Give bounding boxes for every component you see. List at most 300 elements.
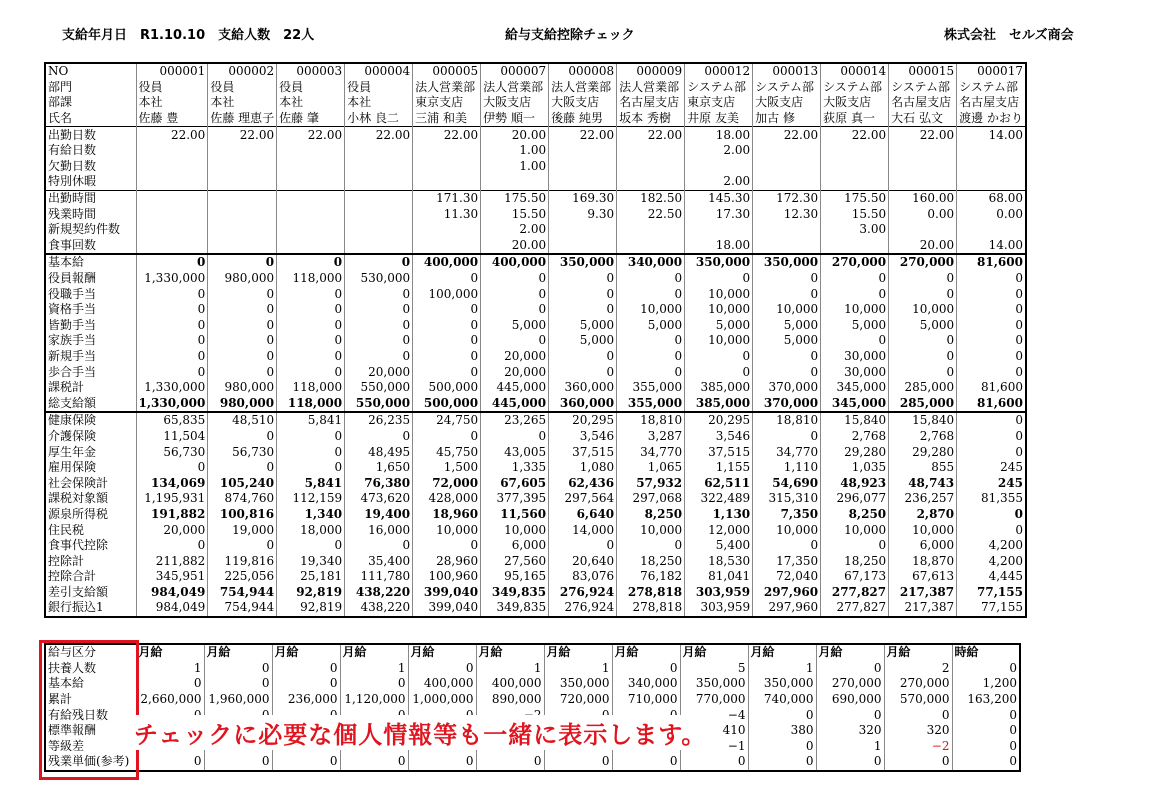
table-cell: 77,155 — [957, 585, 1026, 601]
table-cell: 22.00 — [345, 127, 413, 143]
table-cell: 270,000 — [884, 676, 952, 692]
table-row — [45, 538, 1026, 554]
table-cell: 277,827 — [821, 585, 889, 601]
table-cell: 112,159 — [277, 491, 345, 507]
table-cell: 4,445 — [957, 569, 1026, 585]
row-label: 標準報酬 — [45, 723, 136, 739]
table-cell: 0 — [957, 349, 1026, 365]
table-cell — [957, 143, 1026, 159]
table-cell: 54,690 — [753, 475, 821, 491]
table-cell — [549, 174, 617, 190]
table-cell: 佐藤 肇 — [277, 111, 345, 127]
table-cell: 佐藤 豊 — [136, 111, 208, 127]
table-cell: 17,350 — [753, 553, 821, 569]
table-cell: 18,960 — [413, 507, 481, 523]
table-cell: 245 — [957, 460, 1026, 476]
table-cell: 0 — [136, 364, 208, 380]
table-cell: 0 — [277, 349, 345, 365]
table-cell: 67,605 — [481, 475, 549, 491]
table-cell: 伊勢 順一 — [481, 111, 549, 127]
table-cell: 6,000 — [889, 538, 957, 554]
table-cell: 81,600 — [957, 395, 1026, 412]
table-cell: 坂本 秀樹 — [617, 111, 685, 127]
table-cell: 0 — [277, 254, 345, 271]
table-cell — [957, 174, 1026, 190]
table-row — [45, 507, 1026, 523]
table-cell: 20.00 — [481, 127, 549, 143]
table-cell: 0 — [345, 286, 413, 302]
table-cell: 1,650 — [345, 460, 413, 476]
table-cell: 000004 — [345, 63, 413, 80]
table-cell: 0 — [816, 754, 884, 771]
row-label: 特別休暇 — [45, 174, 136, 190]
table-cell: 370,000 — [753, 395, 821, 412]
table-cell: 0 — [957, 507, 1026, 523]
table-cell: 320 — [816, 723, 884, 739]
table-cell: 770,000 — [680, 692, 748, 708]
row-label: 源泉所得税 — [45, 507, 136, 523]
table-cell: 18.00 — [685, 127, 753, 143]
table-cell: 385,000 — [685, 380, 753, 396]
table-cell: 211,882 — [136, 553, 208, 569]
table-cell — [345, 190, 413, 206]
table-cell: 5,000 — [821, 318, 889, 334]
table-cell: 18,250 — [821, 553, 889, 569]
table-row — [45, 475, 1026, 491]
table-cell: 0 — [617, 271, 685, 287]
table-cell: 277,827 — [821, 600, 889, 617]
table-cell: 2,660,000 — [136, 692, 204, 708]
table-cell: 297,960 — [753, 585, 821, 601]
table-cell: システム部 — [957, 80, 1026, 96]
table-cell: 500,000 — [413, 395, 481, 412]
table-cell: 0 — [413, 429, 481, 445]
table-cell: 0 — [345, 318, 413, 334]
table-cell — [889, 222, 957, 238]
table-cell: 296,077 — [821, 491, 889, 507]
table-cell: 400,000 — [476, 676, 544, 692]
table-cell: 本社 — [136, 95, 208, 111]
row-label: 残業時間 — [45, 206, 136, 222]
table-cell: 171.30 — [413, 190, 481, 206]
table-cell: 月給 — [408, 644, 476, 661]
table-cell: 大阪支店 — [821, 95, 889, 111]
table-cell — [617, 222, 685, 238]
table-cell: 5,000 — [481, 318, 549, 334]
table-cell: 175.50 — [821, 190, 889, 206]
table-cell: 175.50 — [481, 190, 549, 206]
table-cell: 0 — [413, 538, 481, 554]
table-cell — [136, 222, 208, 238]
table-cell: −2 — [884, 739, 952, 755]
table-cell: 980,000 — [208, 380, 277, 396]
table-cell: 385,000 — [685, 395, 753, 412]
table-cell: 0 — [277, 364, 345, 380]
table-cell: 1,130 — [685, 507, 753, 523]
table-row — [45, 429, 1026, 445]
table-cell: 3,546 — [685, 429, 753, 445]
table-cell: 57,932 — [617, 475, 685, 491]
table-cell: 10,000 — [617, 302, 685, 318]
table-cell: 0 — [617, 349, 685, 365]
table-cell: 297,564 — [549, 491, 617, 507]
row-label: 給与区分 — [45, 644, 136, 661]
table-cell: 690,000 — [816, 692, 884, 708]
table-cell: 0 — [413, 302, 481, 318]
table-cell: 0 — [481, 286, 549, 302]
table-cell: 0 — [617, 538, 685, 554]
table-cell: 0 — [136, 460, 208, 476]
table-cell: 0 — [208, 302, 277, 318]
table-cell: 350,000 — [753, 254, 821, 271]
row-label: 住民税 — [45, 522, 136, 538]
table-cell: 22.00 — [549, 127, 617, 143]
table-cell: 役員 — [345, 80, 413, 96]
table-cell: 0 — [952, 661, 1020, 677]
table-cell: 18,870 — [889, 553, 957, 569]
table-row — [45, 159, 1026, 175]
table-cell: 980,000 — [208, 271, 277, 287]
table-cell — [753, 238, 821, 255]
table-row — [45, 302, 1026, 318]
row-label: 出勤時間 — [45, 190, 136, 206]
table-cell: 285,000 — [889, 380, 957, 396]
table-cell: 37,515 — [685, 444, 753, 460]
table-cell: 0 — [277, 538, 345, 554]
row-label: 社会保険計 — [45, 475, 136, 491]
table-cell: 22.50 — [617, 206, 685, 222]
table-cell: 6,640 — [549, 507, 617, 523]
table-cell — [413, 222, 481, 238]
table-cell: 245 — [957, 475, 1026, 491]
table-cell: 月給 — [680, 644, 748, 661]
table-cell — [617, 174, 685, 190]
table-cell: 76,380 — [345, 475, 413, 491]
table-cell: 118,000 — [277, 271, 345, 287]
table-cell: 0 — [408, 754, 476, 771]
table-cell: 1,340 — [277, 507, 345, 523]
table-cell: 10,000 — [413, 522, 481, 538]
table-cell: 佐藤 理恵子 — [208, 111, 277, 127]
table-cell: 25,181 — [277, 569, 345, 585]
table-cell: 550,000 — [345, 395, 413, 412]
table-cell: 月給 — [816, 644, 884, 661]
table-cell: 0 — [549, 538, 617, 554]
table-cell: 276,924 — [549, 585, 617, 601]
table-cell: 0 — [136, 333, 208, 349]
table-cell: 本社 — [345, 95, 413, 111]
table-cell: 0 — [277, 444, 345, 460]
table-cell: 217,387 — [889, 585, 957, 601]
table-cell: 0 — [208, 254, 277, 271]
table-cell: 6,000 — [481, 538, 549, 554]
table-row — [45, 553, 1026, 569]
row-label: 総支給額 — [45, 395, 136, 412]
table-cell: 30,000 — [821, 349, 889, 365]
table-cell: 1 — [816, 739, 884, 755]
table-cell: 10,000 — [685, 333, 753, 349]
table-cell: 270,000 — [816, 676, 884, 692]
table-cell: 217,387 — [889, 600, 957, 617]
table-cell: 191,882 — [136, 507, 208, 523]
table-cell: 0 — [481, 271, 549, 287]
table-cell: 0 — [957, 429, 1026, 445]
table-row — [45, 460, 1026, 476]
table-cell: 236,000 — [272, 692, 340, 708]
table-cell: 000008 — [549, 63, 617, 80]
table-row — [45, 238, 1026, 255]
table-cell: 10,000 — [481, 522, 549, 538]
table-cell: 1 — [748, 661, 816, 677]
table-row — [45, 585, 1026, 601]
table-cell — [277, 174, 345, 190]
table-cell: 270,000 — [889, 254, 957, 271]
table-cell: 10,000 — [617, 522, 685, 538]
table-cell: 4,200 — [957, 538, 1026, 554]
table-cell: システム部 — [889, 80, 957, 96]
table-cell: 0 — [277, 460, 345, 476]
table-cell: 0 — [957, 364, 1026, 380]
row-label: 新規契約件数 — [45, 222, 136, 238]
table-row — [45, 63, 1026, 80]
table-cell: 303,959 — [685, 585, 753, 601]
table-cell: 445,000 — [481, 395, 549, 412]
table-cell: 0 — [136, 349, 208, 365]
table-cell: 377,395 — [481, 491, 549, 507]
table-cell: 月給 — [748, 644, 816, 661]
table-row — [45, 254, 1026, 271]
table-cell: 100,000 — [413, 286, 481, 302]
table-row — [45, 349, 1026, 365]
table-cell: 350,000 — [748, 676, 816, 692]
table-cell: 8,250 — [821, 507, 889, 523]
table-cell: 0 — [685, 349, 753, 365]
table-cell — [821, 238, 889, 255]
table-cell — [345, 238, 413, 255]
table-cell: 0 — [957, 318, 1026, 334]
table-cell: 9.30 — [549, 206, 617, 222]
table-cell: 890,000 — [476, 692, 544, 708]
table-cell: 000007 — [481, 63, 549, 80]
table-row — [45, 754, 1020, 771]
table-cell: システム部 — [685, 80, 753, 96]
table-cell — [345, 143, 413, 159]
table-cell: 270,000 — [821, 254, 889, 271]
table-cell: 10,000 — [821, 302, 889, 318]
table-cell: 15,840 — [889, 412, 957, 429]
table-cell: 月給 — [204, 644, 272, 661]
table-cell: 5,000 — [549, 318, 617, 334]
table-cell — [277, 222, 345, 238]
table-cell: 62,436 — [549, 475, 617, 491]
table-cell: 東京支店 — [685, 95, 753, 111]
table-cell: 8,250 — [617, 507, 685, 523]
header-pay-info: 支給年月日 R1.10.10 支給人数 22人 — [62, 28, 315, 43]
table-cell: 2.00 — [685, 174, 753, 190]
table-cell: 0 — [413, 349, 481, 365]
table-cell: 15.50 — [821, 206, 889, 222]
table-cell: 0 — [345, 349, 413, 365]
table-cell: 3.00 — [821, 222, 889, 238]
table-cell — [617, 238, 685, 255]
row-label: 有給日数 — [45, 143, 136, 159]
table-cell: 11,504 — [136, 429, 208, 445]
table-row — [45, 412, 1026, 429]
row-label: 等級差 — [45, 739, 136, 755]
table-cell: 0 — [413, 333, 481, 349]
table-cell — [136, 143, 208, 159]
table-cell: −4 — [680, 707, 748, 723]
table-cell: 278,818 — [617, 585, 685, 601]
table-cell: 1,500 — [413, 460, 481, 476]
table-cell: 2 — [884, 661, 952, 677]
table-row — [45, 271, 1026, 287]
table-cell — [753, 222, 821, 238]
table-cell: 0 — [753, 271, 821, 287]
table-cell: 月給 — [272, 644, 340, 661]
table-cell: 0 — [612, 754, 680, 771]
header-company: 株式会社 セルズ商会 — [944, 28, 1074, 43]
table-cell: 400,000 — [408, 676, 476, 692]
table-cell: 5,841 — [277, 475, 345, 491]
table-cell: 340,000 — [617, 254, 685, 271]
table-cell: 0 — [748, 707, 816, 723]
table-cell: 18.00 — [685, 238, 753, 255]
table-cell: 92,819 — [277, 585, 345, 601]
table-cell: 980,000 — [208, 395, 277, 412]
table-cell: 月給 — [476, 644, 544, 661]
table-cell: 5,000 — [889, 318, 957, 334]
table-cell: 100,816 — [208, 507, 277, 523]
callout-text: チェックに必要な個人情報等も一緒に表示します。 — [132, 715, 708, 750]
table-cell: 350,000 — [549, 254, 617, 271]
table-cell: 本社 — [277, 95, 345, 111]
table-cell: 0 — [204, 754, 272, 771]
table-cell: 56,730 — [136, 444, 208, 460]
table-cell: 名古屋支店 — [617, 95, 685, 111]
table-cell — [481, 174, 549, 190]
table-cell: 37,515 — [549, 444, 617, 460]
table-cell: 20,295 — [685, 412, 753, 429]
table-cell — [208, 190, 277, 206]
table-cell — [208, 159, 277, 175]
table-row — [45, 491, 1026, 507]
table-cell: 10,000 — [753, 302, 821, 318]
table-cell: 0 — [208, 318, 277, 334]
table-cell: 10,000 — [889, 302, 957, 318]
row-label: 控除計 — [45, 553, 136, 569]
table-cell: 72,040 — [753, 569, 821, 585]
table-row — [45, 222, 1026, 238]
table-cell: 0 — [208, 429, 277, 445]
table-row — [45, 395, 1026, 412]
table-cell: 4,200 — [957, 553, 1026, 569]
table-cell — [136, 190, 208, 206]
table-cell: 井原 友美 — [685, 111, 753, 127]
table-cell: 0 — [136, 318, 208, 334]
table-cell: 月給 — [340, 644, 408, 661]
table-cell: 0 — [753, 286, 821, 302]
table-cell — [208, 222, 277, 238]
table-cell: 0 — [957, 333, 1026, 349]
table-cell: 1 — [136, 661, 204, 677]
table-cell: 大阪支店 — [481, 95, 549, 111]
row-label: 資格手当 — [45, 302, 136, 318]
table-cell: 29,280 — [821, 444, 889, 460]
table-cell: 0 — [748, 754, 816, 771]
table-cell: 500,000 — [413, 380, 481, 396]
table-cell: 0 — [957, 444, 1026, 460]
row-label: 家族手当 — [45, 333, 136, 349]
table-cell: 1,330,000 — [136, 395, 208, 412]
table-cell — [685, 222, 753, 238]
table-cell — [345, 206, 413, 222]
table-cell: 0 — [277, 333, 345, 349]
table-cell: 0 — [277, 429, 345, 445]
table-row — [45, 569, 1026, 585]
table-cell: 22.00 — [413, 127, 481, 143]
table-cell — [889, 174, 957, 190]
table-cell: 0 — [413, 318, 481, 334]
table-cell: 95,165 — [481, 569, 549, 585]
table-cell: 92,819 — [277, 600, 345, 617]
table-cell — [889, 159, 957, 175]
table-cell: 0 — [277, 286, 345, 302]
table-cell: 35,400 — [345, 553, 413, 569]
table-cell: 000013 — [753, 63, 821, 80]
table-cell: 12,000 — [685, 522, 753, 538]
table-cell: 3,546 — [549, 429, 617, 445]
table-cell: 400,000 — [481, 254, 549, 271]
table-row — [45, 364, 1026, 380]
table-cell: 22.00 — [821, 127, 889, 143]
row-label: 役員報酬 — [45, 271, 136, 287]
table-cell: 399,040 — [413, 600, 481, 617]
table-cell: 000005 — [413, 63, 481, 80]
table-cell — [821, 143, 889, 159]
table-cell: 22.00 — [889, 127, 957, 143]
table-cell: 22.00 — [617, 127, 685, 143]
pay-category-table — [44, 643, 1021, 772]
table-cell: 72,000 — [413, 475, 481, 491]
table-row — [45, 661, 1020, 677]
table-cell — [345, 159, 413, 175]
table-cell: 0 — [413, 271, 481, 287]
table-cell: 1,065 — [617, 460, 685, 476]
table-cell: 0 — [345, 302, 413, 318]
table-cell — [208, 238, 277, 255]
table-cell: 0 — [272, 661, 340, 677]
table-cell: 345,000 — [821, 380, 889, 396]
row-label: 皆勤手当 — [45, 318, 136, 334]
table-cell: 134,069 — [136, 475, 208, 491]
row-label: 氏名 — [45, 111, 136, 127]
table-cell: 984,049 — [136, 585, 208, 601]
table-row — [45, 380, 1026, 396]
table-cell — [957, 222, 1026, 238]
table-cell: 5,841 — [277, 412, 345, 429]
table-cell: 後藤 純男 — [549, 111, 617, 127]
table-cell: 22.00 — [753, 127, 821, 143]
table-cell: 000003 — [277, 63, 345, 80]
table-cell: 81,600 — [957, 380, 1026, 396]
table-cell: 5,000 — [549, 333, 617, 349]
table-cell: 322,489 — [685, 491, 753, 507]
table-cell: 法人営業部 — [549, 80, 617, 96]
table-cell — [753, 143, 821, 159]
table-cell — [549, 143, 617, 159]
row-label: 扶養人数 — [45, 661, 136, 677]
